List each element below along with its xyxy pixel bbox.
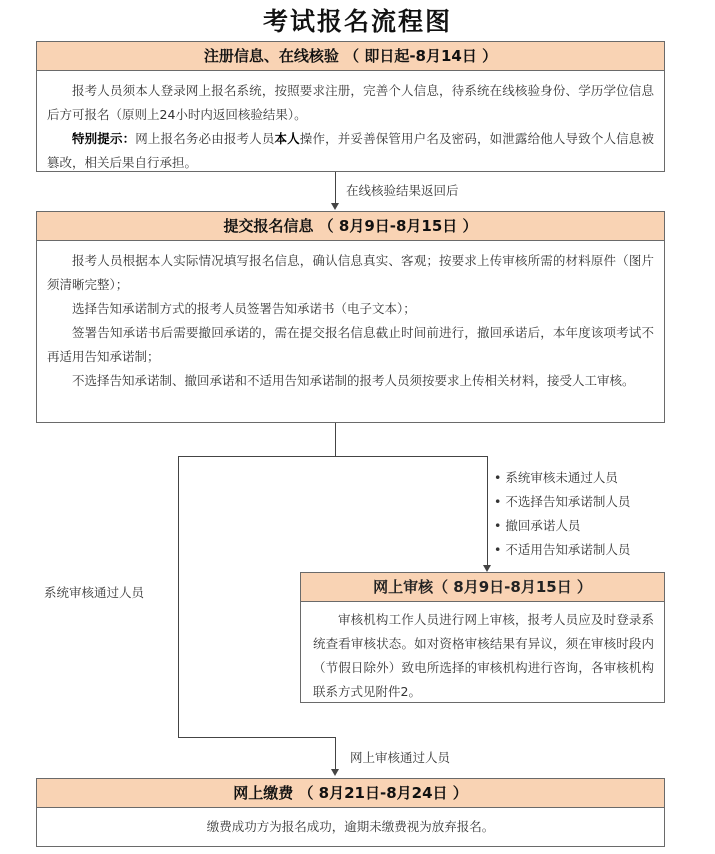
step1-tip [47, 127, 654, 175]
step3-box [300, 601, 665, 703]
step2-header: 提交报名信息 （ 8月9日-8月15日 ） [36, 211, 665, 241]
branch-right-line [487, 456, 488, 566]
step1-tip-bold: 本人 [274, 131, 300, 146]
branch-left-label: 系统审核通过人员 [44, 585, 145, 600]
step1-tip-text-b: 操作，并妥善保管用户名及密码，如泄露给他人导致个人信息被篡改，相关后果自行承担。 [47, 131, 654, 170]
step3-header: 网上审核（ 8月9日-8月15日 ） [300, 572, 665, 602]
branch-left-line [178, 456, 179, 737]
list-item: • 撤回承诺人员 [494, 518, 581, 533]
step4-box [36, 807, 665, 847]
step3-text: 审核机构工作人员进行网上审核，报考人员应及时登录系统查看审核状态。如对资格审核结果有异议，须在审核时段内（节假日除外）致电所选择的审核机构进行咨询，各审核机构联系方式见附件2。 [313, 612, 654, 699]
arrow3-head-icon [331, 769, 339, 776]
arrow3-line [335, 737, 336, 771]
step2-paragraph-2: 选择告知承诺制方式的报考人员签署告知承诺书（电子文本）； [72, 301, 416, 316]
arrow3-label: 网上审核通过人员 [350, 750, 451, 765]
step1-tip-label: 特别提示： [72, 131, 136, 146]
page-title: 考试报名流程图 [262, 7, 452, 36]
list-item: • 系统审核未通过人员 [494, 470, 618, 485]
branch-right-list [494, 466, 630, 562]
branch-right-head-icon [483, 565, 491, 572]
step1-tip-text-a: 网上报名务必由报考人员 [135, 131, 275, 146]
step2-paragraph-3: 签署告知承诺书后需要撤回承诺的，需在提交报名信息截止时间前进行，撤回承诺后，本年度该项考试不再适用告知承诺制； [47, 325, 654, 364]
step2-paragraph-1: 报考人员根据本人实际情况填写报名信息，确认信息真实、客观；按要求上传审核所需的材料原件（图片须清晰完整）； [47, 253, 654, 292]
branch-top-line [178, 456, 488, 457]
list-item: • 不适用告知承诺制人员 [494, 542, 631, 557]
branch-stem-line [335, 423, 336, 457]
step2-paragraph-4: 不选择告知承诺制、撤回承诺和不适用告知承诺制的报考人员须按要求上传相关材料，接受人工审核。 [72, 373, 635, 388]
arrow1-line [335, 172, 336, 205]
step1-header: 注册信息、在线核验 （ 即日起-8月14日 ） [36, 41, 665, 71]
step2-box [36, 240, 665, 423]
step1-box [36, 70, 665, 172]
step1-paragraph: 报考人员须本人登录网上报名系统，按照要求注册，完善个人信息，待系统在线核验身份、学历学位信息后方可报名（原则上24小时内返回核验结果）。 [47, 83, 654, 122]
arrow1-head-icon [331, 203, 339, 210]
step4-header: 网上缴费 （ 8月21日-8月24日 ） [36, 778, 665, 808]
step4-text: 缴费成功方为报名成功，逾期未缴费视为放弃报名。 [206, 819, 495, 834]
branch-bottom-line [178, 737, 335, 738]
list-item: • 不选择告知承诺制人员 [494, 494, 631, 509]
arrow1-label: 在线核验结果返回后 [346, 183, 459, 198]
